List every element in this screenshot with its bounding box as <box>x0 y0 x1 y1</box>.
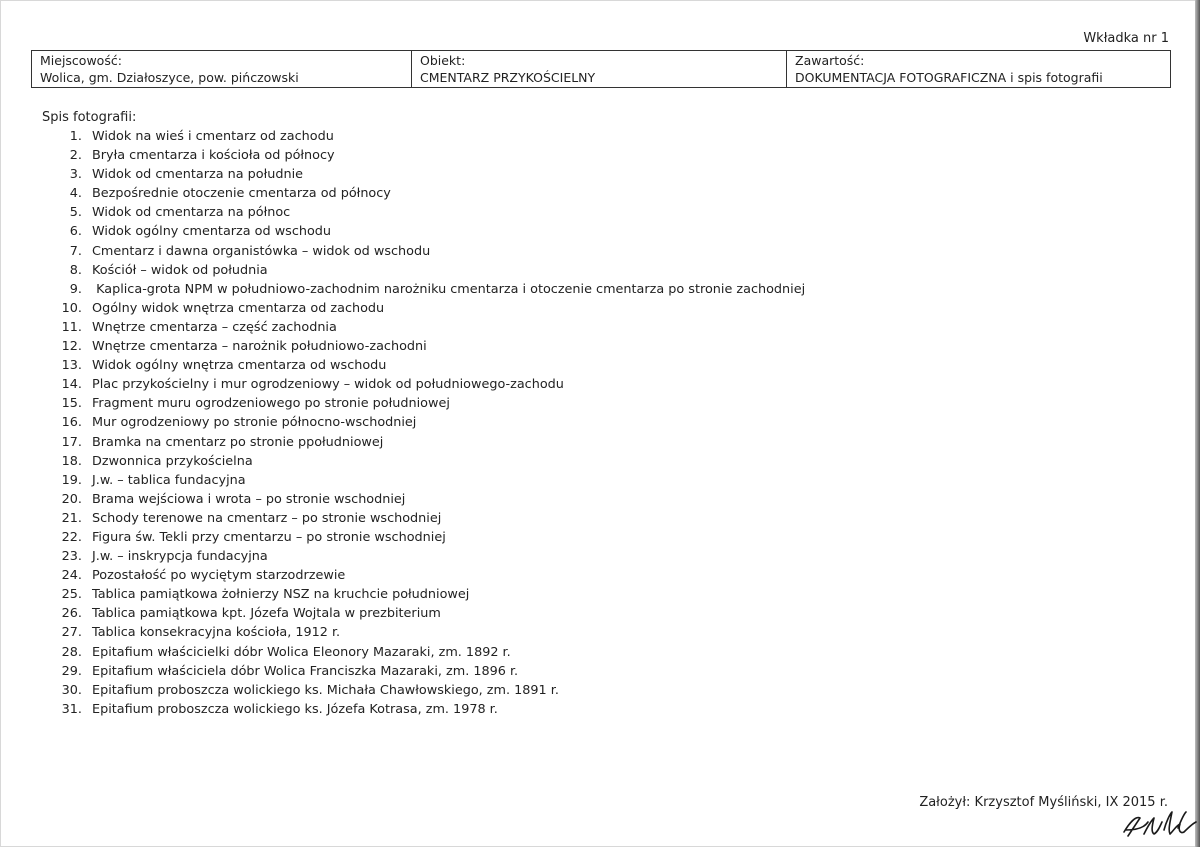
photo-list-item <box>42 222 805 241</box>
photo-list-item <box>42 242 805 261</box>
photo-description: Kościół – widok od południa <box>92 262 268 278</box>
photo-description: Ogólny widok wnętrza cmentarza od zachodu <box>92 300 385 316</box>
photo-list-item <box>42 299 805 318</box>
photo-number: 3. <box>69 167 82 183</box>
location-label: Miejscowość: <box>40 53 122 68</box>
photo-number: 7. <box>69 243 82 259</box>
header-table <box>31 50 1171 88</box>
photo-list-item <box>42 471 805 490</box>
photo-description: Pozostałość po wyciętym starzodrzewie <box>92 568 346 584</box>
photo-list-item <box>42 203 805 222</box>
photo-list-item <box>42 165 805 184</box>
photo-list-item <box>42 261 805 280</box>
photo-list-item <box>42 623 805 642</box>
photo-number: 9. <box>69 281 82 297</box>
handwritten-signature <box>1118 808 1200 840</box>
header-cell-object <box>412 51 787 88</box>
photo-description: Tablica konsekracyjna kościoła, 1912 r. <box>92 625 341 641</box>
photo-description: Mur ogrodzeniowy po stronie północno-wschodniej <box>92 415 417 431</box>
photo-number: 31. <box>61 701 82 717</box>
header-cell-location <box>32 51 412 88</box>
photo-list-item <box>42 566 805 585</box>
object-value: CMENTARZ PRZYKOŚCIELNY <box>420 70 596 85</box>
photo-number: 15. <box>61 396 82 412</box>
photo-description: Epitafium proboszcza wolickiego ks. Józefa Kotrasa, zm. 1978 r. <box>92 701 498 717</box>
photo-number: 14. <box>61 377 82 393</box>
photo-number: 25. <box>61 587 82 603</box>
photo-description: Schody terenowe na cmentarz – po stronie wschodniej <box>92 510 442 526</box>
photo-list-item <box>42 356 805 375</box>
photo-list-item <box>42 547 805 566</box>
photo-description: Kaplica-grota NPM w południowo-zachodnim narożniku cmentarza i otoczenie cmentarza po stronie zachodniej <box>92 281 806 297</box>
photo-description: Cmentarz i dawna organistówka – widok od wschodu <box>92 243 431 259</box>
photo-description: Tablica pamiątkowa kpt. Józefa Wojtala w prezbiterium <box>92 606 441 622</box>
header-cell-content <box>787 51 1171 88</box>
photo-number: 11. <box>61 319 82 335</box>
photo-description: J.w. – tablica fundacyjna <box>92 472 246 488</box>
photo-list-item <box>42 490 805 509</box>
photo-number: 6. <box>69 224 82 240</box>
photo-number: 12. <box>61 339 82 355</box>
photo-description: Epitafium właścicielki dóbr Wolica Eleonory Mazaraki, zm. 1892 r. <box>92 644 511 660</box>
photo-number: 18. <box>61 453 82 469</box>
photo-list-item <box>42 585 805 604</box>
photo-number: 4. <box>69 186 82 202</box>
photo-list-item <box>42 452 805 471</box>
author-note: Założył: Krzysztof Myśliński, IX 2015 r. <box>919 795 1168 810</box>
photo-list-item <box>42 681 805 700</box>
photo-list-item <box>42 127 805 146</box>
photo-number: 20. <box>61 491 82 507</box>
photo-description: Bryła cmentarza i kościoła od północy <box>92 148 335 164</box>
photo-list-item <box>42 375 805 394</box>
photo-description: Widok ogólny cmentarza od wschodu <box>92 224 332 240</box>
location-value: Wolica, gm. Działoszyce, pow. pińczowski <box>40 70 299 85</box>
photo-list-item <box>42 509 805 528</box>
photo-list-item <box>42 528 805 547</box>
photo-list-item <box>42 394 805 413</box>
photo-number: 2. <box>69 148 82 164</box>
photo-description: Widok od cmentarza na południe <box>92 167 303 183</box>
photo-number: 26. <box>61 606 82 622</box>
photo-number: 5. <box>69 205 82 221</box>
photo-description: Bezpośrednie otoczenie cmentarza od północy <box>92 186 391 202</box>
photo-number: 10. <box>61 300 82 316</box>
photo-list-heading: Spis fotografii: <box>42 110 137 125</box>
photo-description: Fragment muru ogrodzeniowego po stronie południowej <box>92 396 450 412</box>
photo-description: Tablica pamiątkowa żołnierzy NSZ na kruchcie południowej <box>92 587 470 603</box>
photo-number: 19. <box>61 472 82 488</box>
photo-description: J.w. – inskrypcja fundacyjna <box>92 549 268 565</box>
object-label: Obiekt: <box>420 53 466 68</box>
photo-number: 22. <box>61 529 82 545</box>
scan-edge-shadow <box>1195 0 1200 847</box>
photo-list-item <box>42 700 805 719</box>
photo-description: Widok ogólny wnętrza cmentarza od wschodu <box>92 358 387 374</box>
photo-description: Bramka na cmentarz po stronie ppołudniowej <box>92 434 384 450</box>
photo-list-item <box>42 604 805 623</box>
photo-list <box>42 127 805 719</box>
photo-number: 29. <box>61 663 82 679</box>
photo-number: 27. <box>61 625 82 641</box>
photo-number: 13. <box>61 358 82 374</box>
photo-list-item <box>42 146 805 165</box>
photo-number: 17. <box>61 434 82 450</box>
photo-description: Widok na wieś i cmentarz od zachodu <box>92 129 334 144</box>
photo-number: 16. <box>61 415 82 431</box>
photo-list-item <box>42 433 805 452</box>
photo-description: Epitafium proboszcza wolickiego ks. Michała Chawłowskiego, zm. 1891 r. <box>92 682 559 698</box>
photo-list-item <box>42 643 805 662</box>
photo-number: 23. <box>61 549 82 565</box>
photo-list-item <box>42 318 805 337</box>
photo-number: 8. <box>69 262 82 278</box>
photo-list-item <box>42 184 805 203</box>
insert-number-label: Wkładka nr 1 <box>1083 31 1169 46</box>
photo-number: 21. <box>61 510 82 526</box>
photo-description: Wnętrze cmentarza – część zachodnia <box>92 319 337 335</box>
content-label: Zawartość: <box>795 53 865 68</box>
photo-description: Wnętrze cmentarza – narożnik południowo-zachodni <box>92 339 427 355</box>
photo-list-item <box>42 280 805 299</box>
photo-description: Epitafium właściciela dóbr Wolica Franciszka Mazaraki, zm. 1896 r. <box>92 663 519 679</box>
photo-number: 30. <box>61 682 82 698</box>
photo-list-item <box>42 337 805 356</box>
photo-number: 24. <box>61 568 82 584</box>
photo-list-item <box>42 413 805 432</box>
photo-description: Widok od cmentarza na północ <box>92 205 291 221</box>
photo-number: 28. <box>61 644 82 660</box>
photo-description: Plac przykościelny i mur ogrodzeniowy – widok od południowego-zachodu <box>92 377 564 393</box>
photo-list-item <box>42 662 805 681</box>
content-value: DOKUMENTACJA FOTOGRAFICZNA i spis fotografii <box>795 70 1103 85</box>
photo-description: Brama wejściowa i wrota – po stronie wschodniej <box>92 491 406 507</box>
photo-description: Dzwonnica przykościelna <box>92 453 253 469</box>
photo-description: Figura św. Tekli przy cmentarzu – po stronie wschodniej <box>92 529 446 545</box>
photo-number: 1. <box>69 129 82 144</box>
